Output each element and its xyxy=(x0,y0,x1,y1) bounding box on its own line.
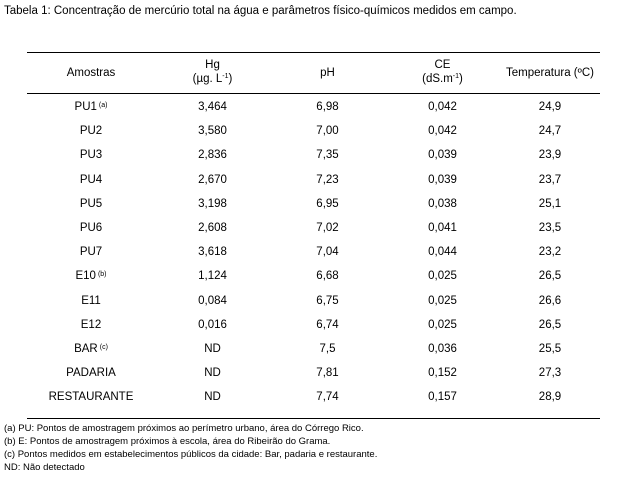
cell-ce: 0,025 xyxy=(428,270,457,283)
footnote-marker: (c) xyxy=(99,344,108,351)
cell-ph: 6,75 xyxy=(316,294,339,307)
header-amostras: Amostras xyxy=(66,67,116,79)
cell-hg: 2,670 xyxy=(198,173,227,186)
cell-ph: 7,74 xyxy=(316,391,339,404)
cell-amostra: BAR $^{(c)}$ xyxy=(74,343,108,355)
header-hg-line2: (µg. $L^{-1}$) xyxy=(192,73,233,85)
cell-hg: 2,608 xyxy=(198,222,227,234)
cell-amostra: PU5 xyxy=(79,197,103,210)
cell-hg: ND xyxy=(204,391,221,404)
cell-ce: 0,044 xyxy=(428,246,457,259)
cell-hg: 3,464 xyxy=(198,101,227,113)
cell-ph: 6,68 xyxy=(316,270,339,283)
cell-ce: 0,038 xyxy=(428,197,457,210)
header-temperatura: Temperatura (ºC) xyxy=(506,67,594,79)
cell-temperatura: 25,5 xyxy=(538,343,562,355)
cell-amostra: PU2 xyxy=(79,125,103,138)
cell-ce: 0,039 xyxy=(428,149,457,162)
cell-temperatura: 25,1 xyxy=(538,197,562,210)
table-row xyxy=(27,363,600,387)
cell-temperatura: 28,9 xyxy=(538,391,562,404)
footnote-marker: (a) xyxy=(98,102,108,109)
cell-temperatura: 26,5 xyxy=(538,318,562,331)
table-row xyxy=(27,339,600,363)
cell-amostra: E11 xyxy=(81,294,101,307)
table-row xyxy=(27,218,600,242)
cell-amostra: PU3 xyxy=(79,149,103,162)
table-row xyxy=(27,315,600,339)
cell-temperatura: 26,6 xyxy=(538,294,562,307)
table-row xyxy=(27,266,600,290)
cell-hg: 3,198 xyxy=(198,197,227,210)
cell-ph: 7,00 xyxy=(316,125,339,138)
cell-ph: 7,23 xyxy=(316,173,339,186)
cell-hg: ND xyxy=(204,367,221,380)
table-header-row xyxy=(27,57,600,91)
table-header-rule xyxy=(27,93,600,94)
cell-ce: 0,039 xyxy=(428,173,457,186)
cell-temperatura: 23,7 xyxy=(538,173,562,186)
table-row xyxy=(27,242,600,266)
table-row xyxy=(27,121,600,145)
cell-hg: 1,124 xyxy=(198,270,227,283)
footnote-c: (c) Pontos medidos em estabelecimentos públicos da cidade: Bar, padaria e restaurante. xyxy=(4,449,378,460)
footnote-a: (a) PU: Pontos de amostragem próximos ao perímetro urbano, área do Córrego Rico. xyxy=(4,423,364,434)
cell-ce: 0,152 xyxy=(428,367,457,380)
table-bottom-rule xyxy=(27,418,600,419)
cell-ph: 7,81 xyxy=(316,367,339,380)
cell-hg: 2,836 xyxy=(198,149,227,162)
table-footnotes xyxy=(4,422,377,474)
header-ce-line2: $(dS.m^{-1})$ xyxy=(422,73,463,85)
cell-temperatura: 26,5 xyxy=(538,270,562,283)
cell-ce: 0,036 xyxy=(428,343,457,355)
cell-ph: 7,04 xyxy=(316,246,339,259)
cell-ce: 0,157 xyxy=(428,391,457,404)
table-caption: Tabela 1: Concentração de mercúrio total na água e parâmetros físico-químicos medidos em campo. xyxy=(4,5,517,17)
cell-ce: 0,042 xyxy=(428,125,457,138)
cell-ce: 0,025 xyxy=(428,294,457,307)
cell-amostra: RESTAURANTE xyxy=(48,391,134,404)
cell-amostra: PU7 xyxy=(79,246,103,259)
cell-amostra: PU4 xyxy=(79,173,103,186)
cell-hg: 0,084 xyxy=(198,294,227,307)
cell-ph: 7,5 xyxy=(319,343,336,355)
footnote-b: (b) E: Pontos de amostragem próximos à escola, área do Ribeirão do Grama. xyxy=(4,436,331,447)
cell-ce: 0,042 xyxy=(428,101,457,113)
cell-hg: 0,016 xyxy=(198,318,227,331)
cell-ph: 6,98 xyxy=(316,101,339,113)
cell-ph: 7,35 xyxy=(316,149,339,162)
cell-temperatura: 23,2 xyxy=(538,246,562,259)
header-ce-line1: CE xyxy=(434,59,451,71)
header-hg-line1: Hg xyxy=(205,59,220,71)
table-row xyxy=(27,145,600,169)
cell-amostra: PU6 xyxy=(79,222,103,234)
cell-temperatura: 27,3 xyxy=(538,367,562,380)
cell-hg: 3,618 xyxy=(198,246,227,259)
cell-amostra: E10 $^{(b)}$ xyxy=(75,270,107,283)
table-row xyxy=(27,194,600,218)
cell-amostra: PU1 $^{(a)}$ xyxy=(74,101,108,113)
cell-ce: 0,041 xyxy=(428,222,457,234)
cell-amostra: PADARIA xyxy=(66,367,116,380)
cell-temperatura: 24,9 xyxy=(538,101,562,113)
header-ce xyxy=(385,58,500,86)
header-ph: pH xyxy=(320,67,335,79)
cell-temperatura: 23,9 xyxy=(538,149,562,162)
footnote-marker: (b) xyxy=(97,271,107,279)
cell-hg: ND xyxy=(204,343,221,355)
table-top-rule xyxy=(27,52,600,53)
cell-ce: 0,025 xyxy=(428,318,457,331)
cell-amostra: E12 xyxy=(80,318,102,331)
table-row xyxy=(27,97,600,121)
cell-hg: 3,580 xyxy=(198,125,227,138)
table-row xyxy=(27,387,600,411)
cell-temperatura: 24,7 xyxy=(538,125,562,138)
footnote-nd: ND: Não detectado xyxy=(4,462,85,473)
cell-temperatura: 23,5 xyxy=(538,222,562,234)
cell-ph: 6,95 xyxy=(316,197,339,210)
cell-ph: 7,02 xyxy=(316,222,339,234)
table-row xyxy=(27,291,600,315)
table-row xyxy=(27,170,600,194)
cell-ph: 6,74 xyxy=(316,318,339,331)
header-hg xyxy=(155,58,270,86)
